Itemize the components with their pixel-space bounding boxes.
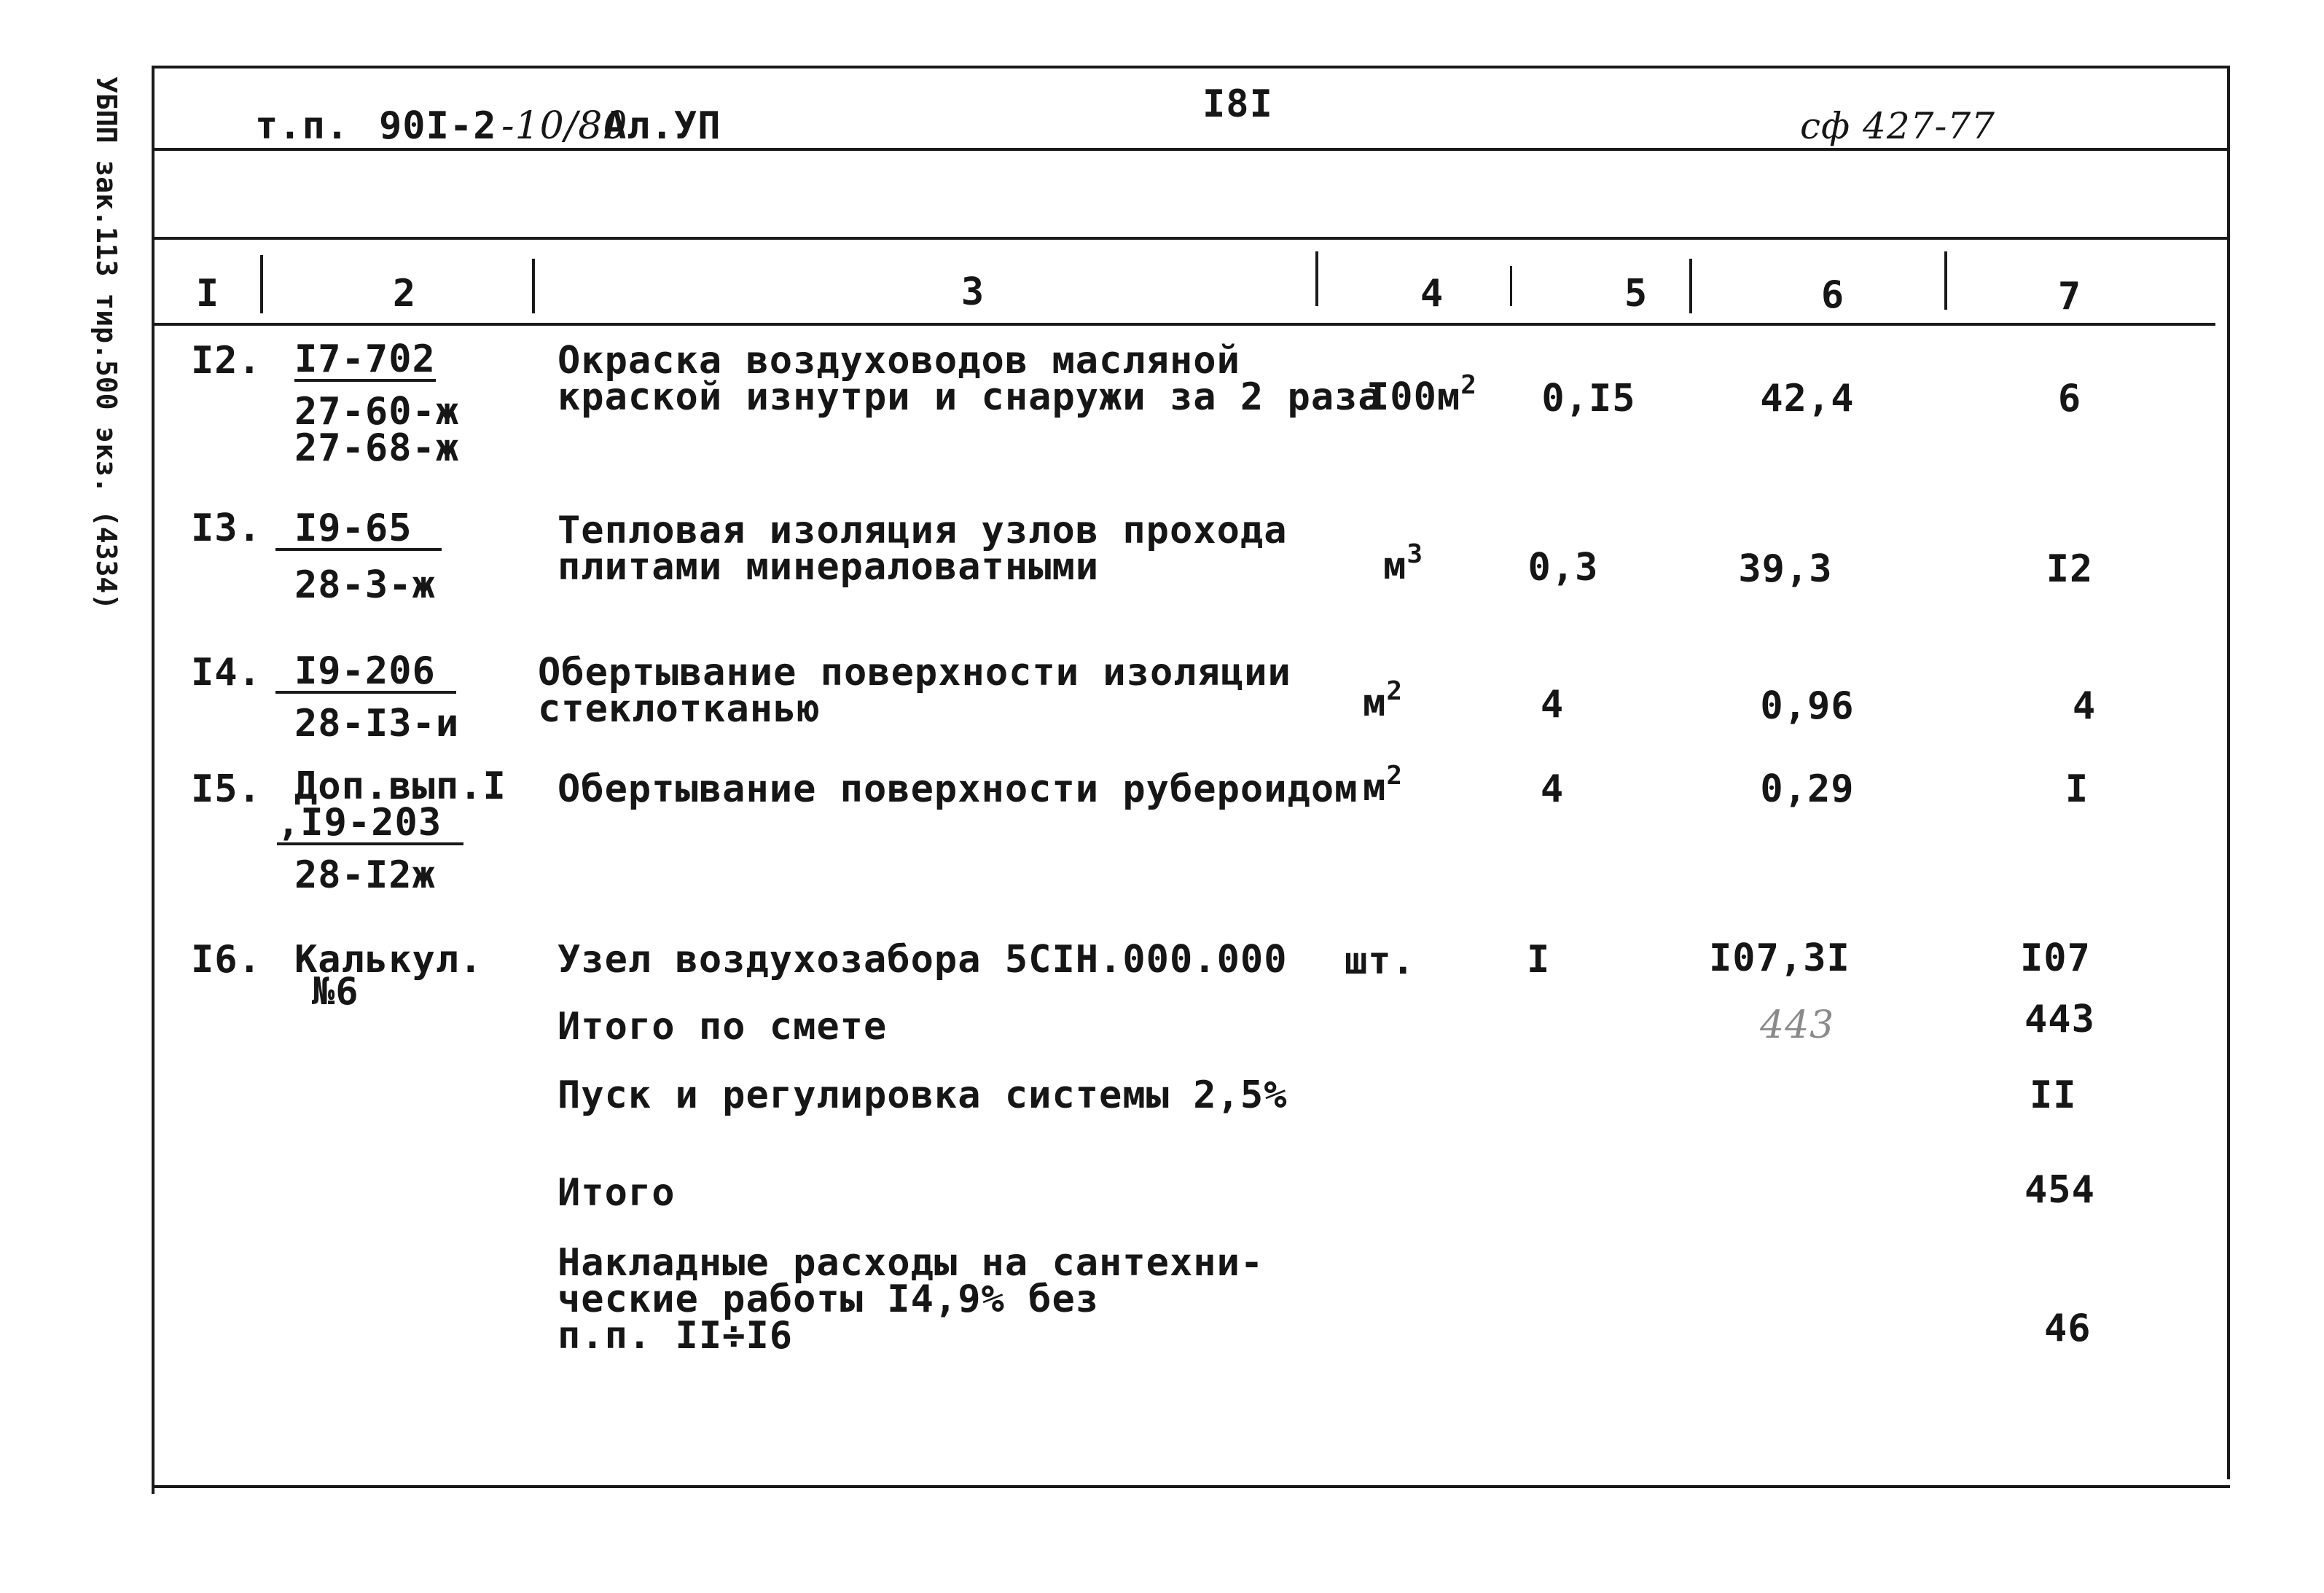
frame-top-line — [153, 66, 2230, 69]
doc-prefix: т.п. — [255, 104, 350, 148]
row-unit: $м^2$ — [1363, 761, 1403, 810]
col-divider-1 — [260, 255, 263, 313]
row-description: плитами минераловатными — [557, 545, 1100, 589]
archive-handwritten: сф 427-77 — [1800, 105, 1995, 147]
row-code-sub: 28-I2ж — [294, 853, 436, 897]
col-divider-2 — [532, 259, 535, 313]
row-description: Тепловая изоляция узлов прохода — [557, 509, 1288, 552]
row-unit-price: 39,3 — [1738, 547, 1833, 591]
row-unit: $м^3$ — [1383, 539, 1423, 588]
table-top-rule — [153, 237, 2230, 240]
row-description: Окраска воздуховодов масляной — [557, 339, 1240, 383]
project-suffix: Ал.УП — [603, 104, 721, 148]
summary-label: п.п. II÷I6 — [557, 1314, 794, 1358]
col-divider-4 — [1510, 266, 1512, 306]
row-unit-price: 0,29 — [1760, 767, 1855, 811]
row-code-main: ,I9-203 — [277, 805, 463, 845]
row-unit-price: I07,3I — [1709, 936, 1850, 980]
row-quantity: 0,I5 — [1541, 377, 1636, 420]
row-description: стеклотканью — [538, 687, 821, 731]
row-number: I3. — [191, 506, 262, 550]
row-number: I5. — [191, 767, 262, 811]
row-code-main: Доп.вып.I — [294, 764, 506, 808]
project-handwritten: -10/80 — [501, 104, 628, 148]
summary-label: Пуск и регулировка системы 2,5% — [557, 1073, 1288, 1117]
row-unit-price: 0,96 — [1760, 684, 1855, 728]
row-unit-price: 42,4 — [1760, 377, 1855, 420]
col-header-4: 4 — [1420, 272, 1444, 316]
header-rule — [153, 148, 2230, 151]
summary-label: Итого — [557, 1171, 676, 1215]
frame-bottom-line — [153, 1485, 2230, 1488]
summary-total: II — [2030, 1073, 2077, 1117]
row-code-sub: №6 — [312, 970, 359, 1014]
row-total: 4 — [2072, 684, 2097, 728]
row-description: Узел воздухозабора 5СIН.000.000 — [557, 938, 1288, 982]
col-header-5: 5 — [1624, 272, 1648, 316]
row-description: краской изнутри и снаружи за 2 раза — [557, 375, 1382, 419]
row-total: I — [2065, 767, 2089, 811]
row-code-sub: 28-I3-и — [294, 702, 460, 745]
summary-total: 443 — [2024, 998, 2095, 1041]
project-code: 90I-2 — [379, 104, 497, 148]
row-code-main: I7-702 — [294, 337, 436, 381]
row-unit: $м^2$ — [1363, 676, 1403, 725]
row-description: Обертывание поверхности рубероидом — [557, 767, 1358, 811]
summary-col6-handwritten: 443 — [1760, 1003, 1835, 1047]
summary-label: ческие работы I4,9% без — [557, 1277, 1100, 1321]
page-number: I8I — [1202, 82, 1273, 126]
col-divider-6 — [1944, 251, 1947, 310]
col-header-7: 7 — [2057, 275, 2082, 318]
margin-note: УБПП зак.113 тир.500 экз. (4334) — [90, 77, 122, 611]
summary-label: Накладные расходы на сантехни- — [557, 1241, 1264, 1285]
row-code-sub: 27-60-ж — [294, 390, 460, 434]
col-header-2: 2 — [392, 272, 417, 316]
row-total: I07 — [2020, 936, 2091, 980]
col-header-6: 6 — [1820, 273, 1845, 317]
frame-left-line — [152, 66, 154, 1494]
row-total: I2 — [2046, 547, 2094, 591]
row-quantity: I — [1527, 938, 1551, 982]
col-divider-3 — [1315, 251, 1318, 306]
row-unit: шт. — [1345, 939, 1415, 983]
summary-label: Итого по смете — [557, 1005, 888, 1049]
summary-total: 46 — [2044, 1307, 2092, 1350]
row-number: I4. — [191, 651, 262, 694]
col-divider-5 — [1689, 259, 1692, 313]
row-code-main: Калькул. — [294, 938, 483, 982]
row-code-sub: 27-68-ж — [294, 426, 460, 470]
row-number: I6. — [191, 938, 262, 982]
row-quantity: 4 — [1540, 683, 1565, 727]
row-unit: $I00м^2$ — [1366, 370, 1477, 419]
row-code-sub: 28-3-ж — [294, 563, 436, 607]
row-quantity: 4 — [1540, 767, 1565, 811]
row-code-main: I9-65 — [275, 510, 442, 551]
col-header-3: 3 — [960, 270, 985, 314]
col-header-1: I — [195, 272, 220, 316]
row-description: Обертывание поверхности изоляции — [538, 651, 1291, 694]
row-total: 6 — [2057, 377, 2082, 420]
row-number: I2. — [191, 339, 262, 383]
frame-right-line — [2227, 66, 2230, 1479]
summary-total: 454 — [2024, 1168, 2095, 1212]
row-code-main: I9-206 — [275, 653, 456, 694]
row-quantity: 0,3 — [1527, 546, 1599, 590]
column-header-rule — [153, 323, 2215, 326]
